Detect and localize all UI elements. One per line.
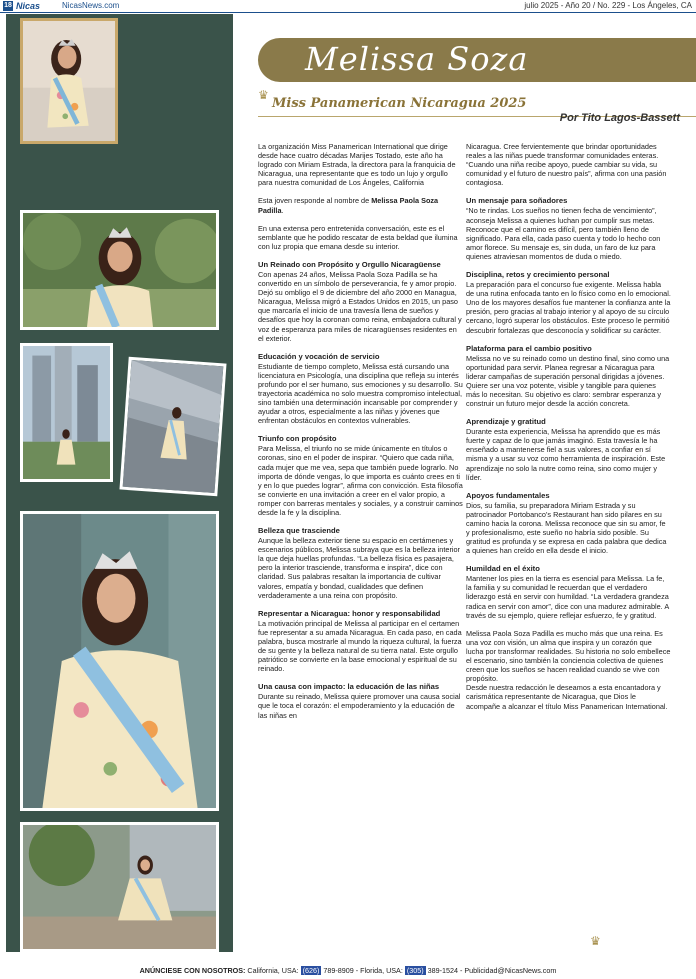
paragraph: La motivación principal de Melissa al participar en el certamen fue representar a su amada Nicaragua. En cada paso, en cada palabra, busca mostrarle al mundo la riqueza cultural, la fuerza de su gente y la belleza natural de su tierra natal. Este orgullo patriótico se convierte en la base emocional y espiritual de su reinado. (258, 618, 462, 674)
paragraph: “No te rindas. Los sueños no tienen fecha de vencimiento”, aconseja Melissa a quienes luchan por cumplir sus metas. Reconoce que el camino es difícil, pero también lleno de significado. Para ella, cada paso cuenta y todo lo hecho con amor florece. Su mensaje es, sin duda, un faro de luz para quienes atraviesan momentos de duda o miedo. (466, 206, 661, 261)
footer-fl-area: (305) (406, 966, 424, 975)
article-column-left (258, 142, 463, 729)
section-heading: Aprendizaje y gratitud (466, 417, 546, 427)
photo-portrait-top (20, 18, 118, 144)
footer-ca-area: (626) (302, 966, 320, 975)
footer (0, 966, 696, 975)
paragraph: Mantener los pies en la tierra es esencial para Melissa. La fe, la familia y su comunidad le recuerdan que el verdadero liderazgo está en servir con humildad. “La verdadera grandeza radica en servir con amor”, dice con una madurez admirable. A través de su ejemplo, quiere reflejar esfuerzo, fe y gratitud. (466, 574, 669, 620)
section-heading: Una causa con impacto: la educación de las niñas (258, 682, 440, 692)
page-header (0, 0, 696, 12)
paragraph: Melissa no ve su reinado como un destino final, sino como una oportunidad para servir. Planea regresar a Nicaragua para liderar campañas de superación personal dirigidas a jóvenes. Quiere ser una voz potente, visible y tangible para quienes más lo necesitan. Su objetivo es claro: sembrar esperanza y construir un futuro mejor desde la acción concreta. (466, 353, 670, 409)
section-heading: Disciplina, retos y crecimiento personal (466, 270, 610, 280)
page-number: 18 (4, 2, 12, 9)
article-column-right (466, 142, 671, 720)
section-heading: Plataforma para el cambio positivo (466, 343, 592, 353)
footer-email[interactable]: - Publicidad@NicasNews.com (458, 966, 557, 975)
paragraph-text: . (281, 205, 284, 215)
name-highlight: Melissa Paola Soza Padilla (258, 196, 439, 215)
paragraph: La organización Miss Panamerican International que dirige desde hace cuatro décadas Marijes Tostado, este año ha logrado con Miriam Estrada, la directora para la franquicia de Nicaragua, una representante que es todo un lujo y orgullo para nuestra comunidad de Los Ángeles, California (258, 142, 456, 188)
section-heading: Representar a Nicaragua: honor y responsabilidad (258, 608, 441, 618)
site-name[interactable]: NicasNews.com (62, 1, 120, 10)
photo-city-full (20, 343, 113, 482)
paragraph: Nicaragua. Cree fervientemente que brindar oportunidades reales a las niñas puede transformar comunidades enteras. “Cuando una niña recibe apoyo, puede cambiar su vida, su comunidad y el futuro de nuestro país”, afirma con una pasión contagiosa. (466, 142, 667, 188)
end-crown-icon: ♛ (590, 934, 601, 948)
section-heading: Belleza que trasciende (258, 526, 340, 536)
footer-fl-label: - Florida, USA: (353, 966, 405, 975)
header-rule (0, 12, 696, 13)
issue-info: julio 2025 - Año 20 / No. 229 - Los Ángeles, CA (524, 1, 692, 10)
photo-portrait-seated (20, 511, 219, 811)
section-heading: Un Reinado con Propósito y Orgullo Nicaragüense (258, 259, 441, 269)
paragraph: Durante esta experiencia, Melissa ha aprendido que es más fuerte y capaz de lo que jamás imaginó. Esta travesía le ha enseñado a mantenerse fiel a sus valores, a confiar en sí misma y a usar su voz como herramienta de inspiración. Este aprendizaje no solo la nutre como reina, sino como mujer y líder. (466, 427, 666, 482)
paragraph: Melissa Paola Soza Padilla es mucho más que una reina. Es una voz con visión, un alma que inspira y un corazón que lucha por transformar realidades. Su historia no solo embellece el escenario, sino también la conciencia colectiva de quienes creen que los sueños se hacen realidad cuando se vive con propósito. Desde nuestra redacción le deseamos a esta encantadora y carismática representante de Nicaragua, que Dios le acompañe a alcanzar el título Miss Panamerican International. (466, 628, 671, 711)
photo-building-full (119, 357, 226, 497)
photo-portrait-trees (20, 210, 219, 330)
paragraph: Aunque la belleza exterior tiene su espacio en certámenes y escenarios públicos, Melissa subraya que es la belleza interior la que deja huellas profundas. “La belleza física es pasajera, pero la interior trasciende, transforma e inspira”, dice con claridad. Sus palabras resaltan la importancia de cultivar valores, empatía y bondad, cualidades que definen verdaderamente a una reina con propósito. (258, 536, 460, 600)
section-heading: Educación y vocación de servicio (258, 351, 380, 361)
nicas-logo: Nicas (16, 1, 41, 11)
paragraph: Durante su reinado, Melissa quiere promover una causa social que le toca el corazón: el empoderamiento y la educación de las niñas en (258, 692, 461, 720)
paragraph (258, 196, 463, 214)
section-heading: Triunfo con propósito (258, 434, 337, 444)
byline: Por Tito Lagos-Bassett (559, 112, 680, 124)
footer-ca-label: California, USA: (245, 966, 301, 975)
paragraph: Para Melissa, el triunfo no se mide únicamente en títulos o coronas, sino en el poder de inspirar. “Quiero que cada niña, cada mujer que me vea, sepa que también puede lograrlo. No importa de dónde vengas, lo que importa es cuánto crees en ti y en lo que puedes lograr”, afirma con convicción. Esta filosofía se convierte en una invitación a creer en el valor propio, a romper con barreras mentales y sociales, y a construir caminos desde la fe y la disciplina. (258, 444, 463, 517)
section-heading: Un mensaje para soñadores (466, 196, 568, 206)
article-title: Melissa Soza (305, 40, 529, 78)
paragraph: Dios, su familia, su preparadora Miriam Estrada y su patrocinador Portobanco’s Restaurant han sido pilares en su camino hacia la corona. Melissa reconoce que sin su amor, fe y profesionalismo, este sueño no habría sido posible. Su gratitud es profunda y se expresa en cada palabra que dedica a quienes han creído en ella desde el inicio. (466, 500, 667, 556)
article-subtitle: Miss Panamerican Nicaragua 2025 (272, 96, 527, 111)
footer-lead: ANÚNCIESE CON NOSOTROS: (139, 966, 246, 975)
photo-sidebar (6, 14, 233, 952)
paragraph-text: Esta joven responde al nombre de (258, 196, 372, 206)
paragraph: Estudiante de tiempo completo, Melissa está cursando una licenciatura en Psicología, una disciplina que refleja su interés profundo por el ser humano, sus emociones y su desarrollo. Su trayectoria académica no solo muestra compromiso intelectual, sino también una determinación incansable por comprender y ayudar a otros, especialmente a las niñas y jóvenes que enfrentan obstáculos en contextos vulnerables. (258, 361, 463, 426)
paragraph: La preparación para el concurso fue exigente. Melissa habla de una rutina enfocada tanto en lo físico como en lo emocional. Uno de los mayores desafíos fue mantener la confianza ante la presión, pero gracias al trabajo interior y al apoyo de su círculo cercano, logró superar los obstáculos. Este proceso le permitió descubrir fortalezas que desconocía y solidificar su carácter. (466, 280, 671, 335)
crown-icon: ♛ (258, 88, 269, 102)
footer-ca-number[interactable]: 789-8909 (321, 966, 354, 975)
paragraph: Con apenas 24 años, Melissa Paola Soza Padilla se ha convertido en un símbolo de perseverancia, fe y amor propio. Dejó su ombligo el 9 de diciembre del año 2000 en Managua, Nicaragua, Melissa migró a Estados Unidos en 2015, un paso que marcaría el inicio de una travesía llena de sueños y desafíos que hoy la coronan como reina, embajadora cultural y voz de esperanza para miles de nicaragüenses residentes en el exterior. (258, 269, 462, 343)
photo-garden-seated (20, 822, 219, 952)
section-heading: Apoyos fundamentales (466, 490, 550, 500)
footer-fl-number[interactable]: 389-1524 (425, 966, 458, 975)
paragraph: En una extensa pero entretenida conversación, este es el semblante que he podido rescatar de esta beldad que ilumina con luz propia que emana desde su interior. (258, 223, 458, 251)
section-heading: Humildad en el éxito (466, 564, 540, 574)
